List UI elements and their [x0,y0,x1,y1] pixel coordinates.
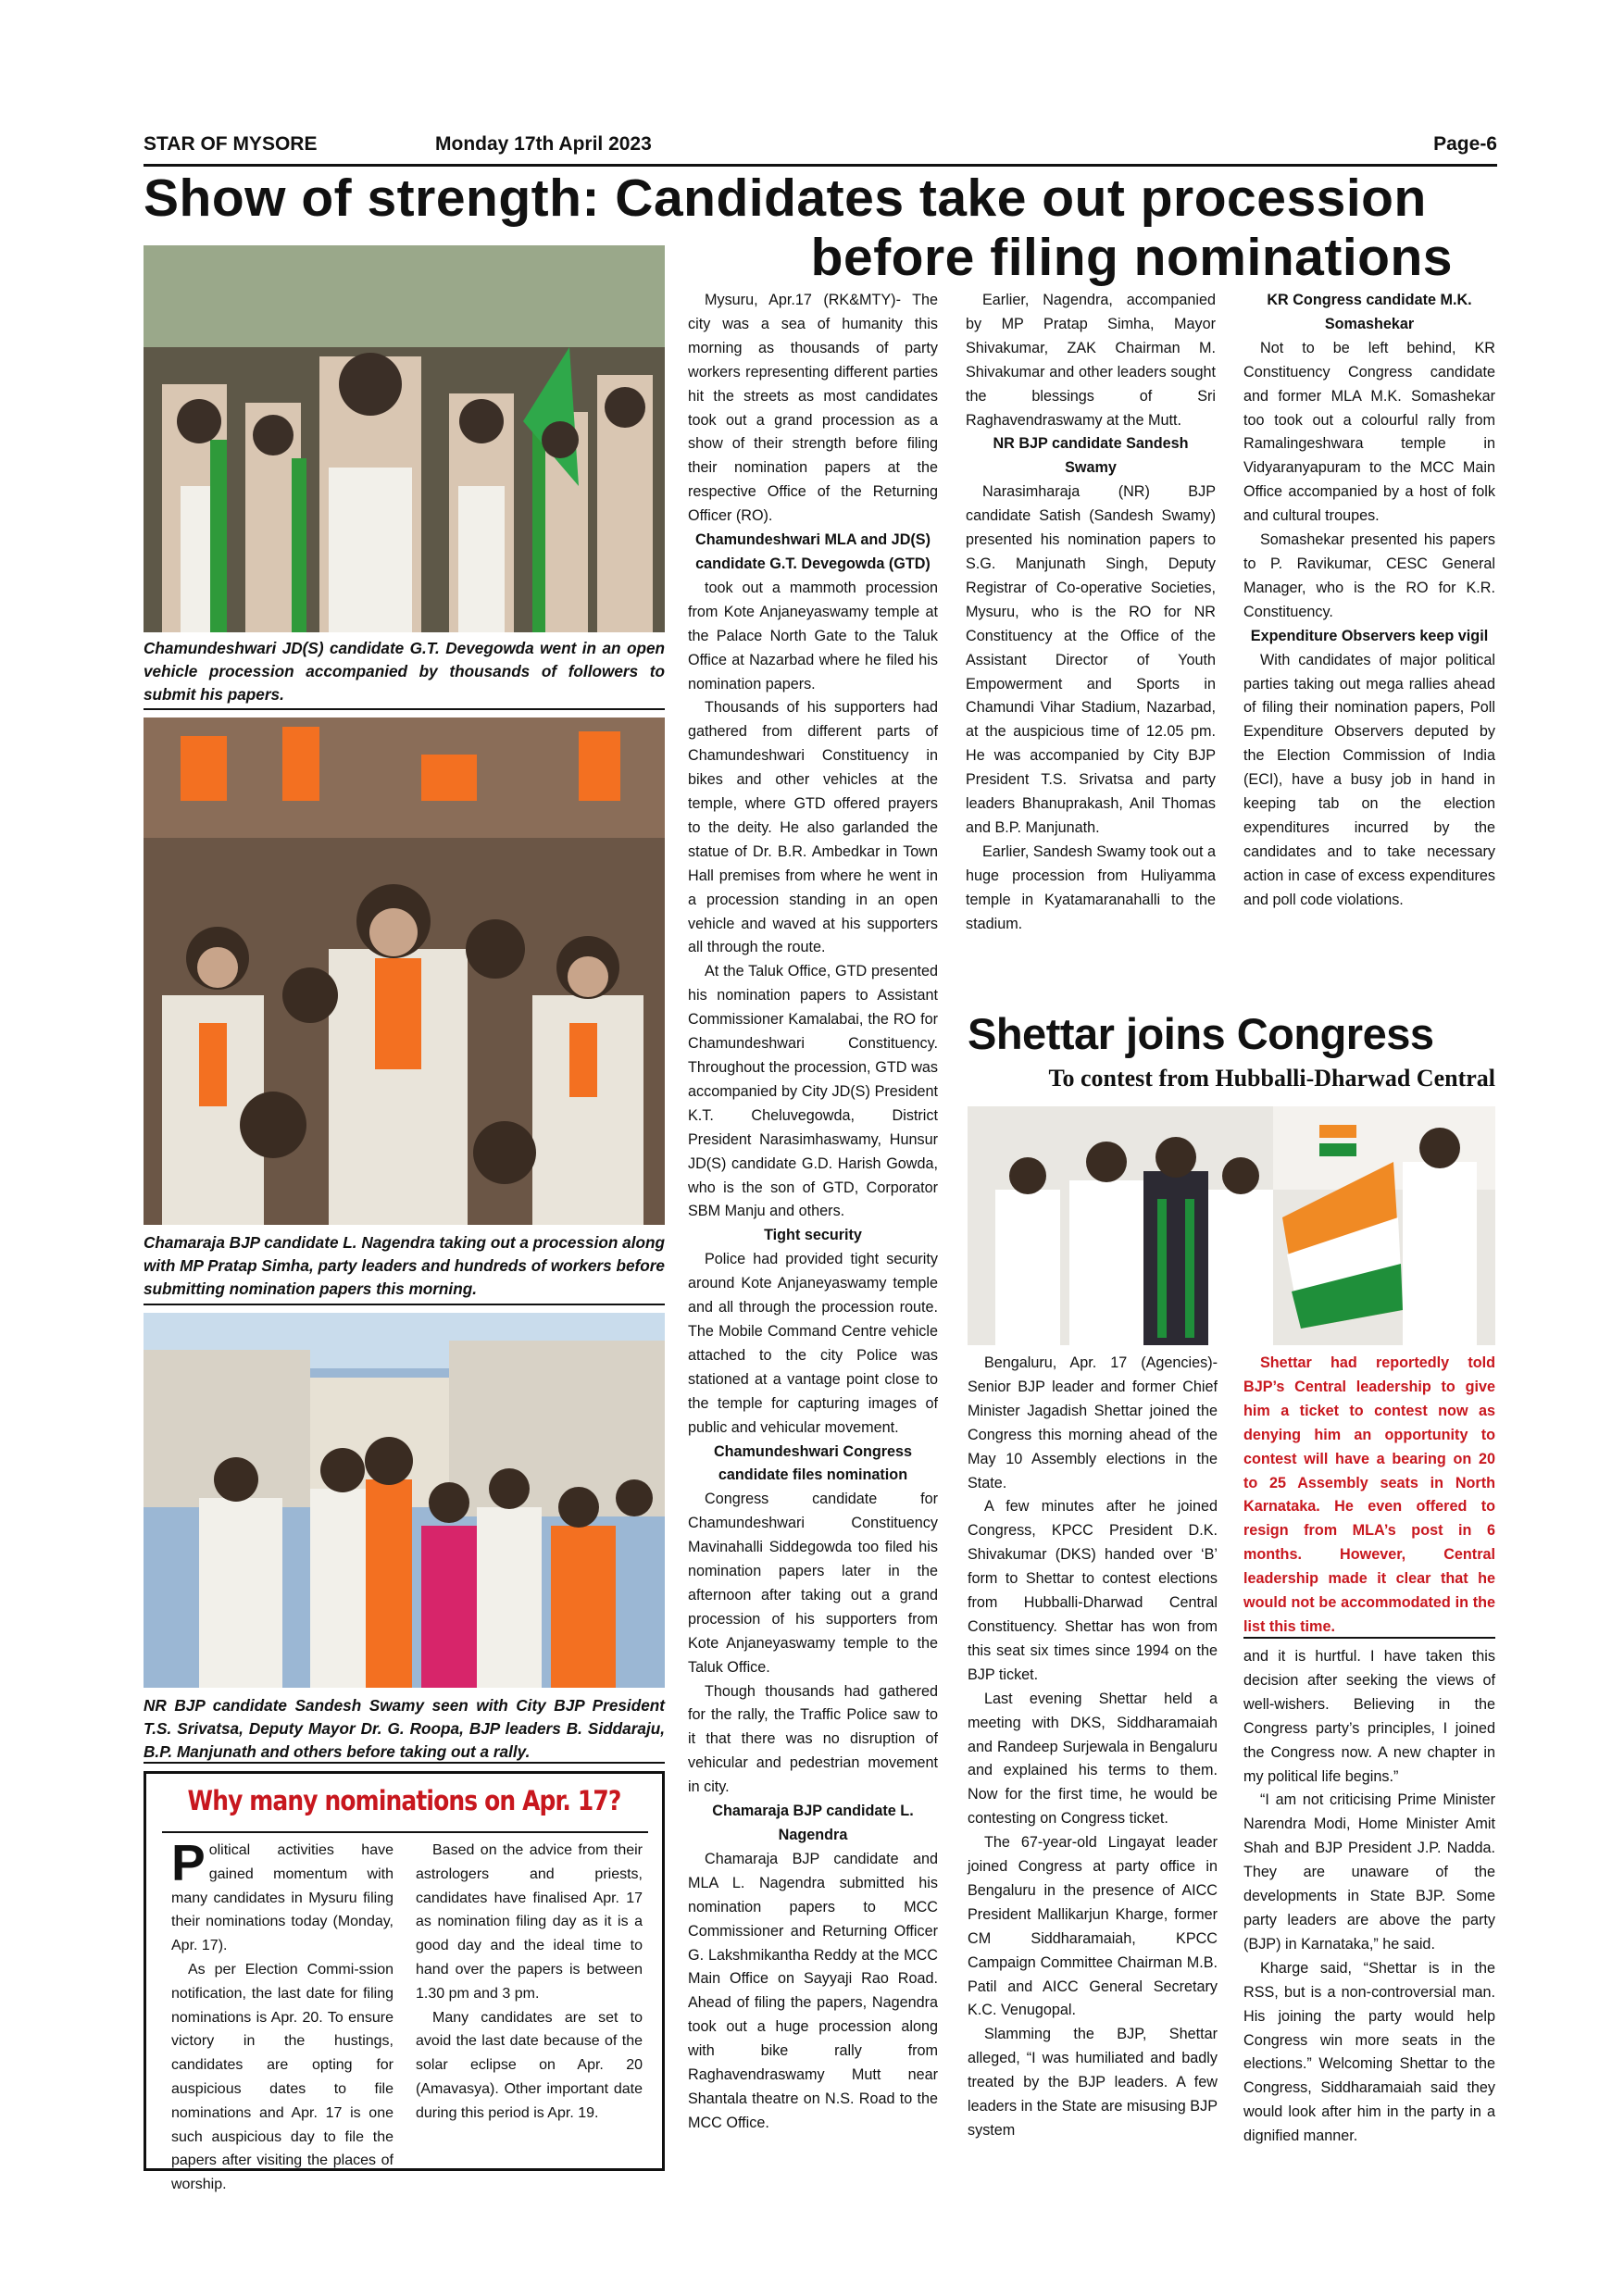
caption-rule-2 [144,1304,665,1305]
story-subhead: NR BJP candidate Sandesh Swamy [993,435,1189,477]
story-subhead: Expenditure Observers keep vigil [1250,627,1489,644]
shettar-para: Slamming the BJP, Shettar alleged, “I was humiliated and badly treated by the BJP leaders. A few leaders in the State are misusing BJP system [968,2026,1218,2139]
shettar-para: The 67-year-old Lingayat leader joined Congress at party office in Bengaluru in the presence of AICC President Mallikarjun Kharge, former CM Siddharamaiah, KPCC Campaign Committee Chairman M.B. Patil and AICC General Secretary K.C. Venugopal. [968,1834,1218,2019]
caption-rule-3 [144,1762,665,1764]
shettar-para: A few minutes after he joined Congress, KPCC President D.K. Shivakumar (DKS) handed over ‘B’ form to Shettar to contest elections from Hubballi-Dharwad Central Constituency. Shettar has won from this seat six times since 1994 on the BJP ticket. [968,1498,1218,1683]
story-subhead: Chamaraja BJP candidate L. Nagendra [712,1803,914,1843]
story-para: took out a mammoth procession from Kote Anjaneyaswamy temple at the Palace North Gate to the Taluk Office at Nazarbad where he filed his nomination papers. [688,579,938,693]
photo-jds-procession [144,245,665,632]
headline-line-2: before filing nominations [810,228,1453,287]
shettar-headline: Shettar joins Congress [968,1009,1434,1058]
story-para: Narasimharaja (NR) BJP candidate Satish (Sandesh Swamy) presented his nomination papers to S.G. Manjunath Singh, Deputy Registrar of Co-operative Societies, Mysuru, who is the RO for NR Constituency at the Office of the Assistant Director of Youth Empowerment and Sports in Chamundi Vihar Stadium, Nazarbad, at the auspicious time of 12.05 pm. He was accompanied by City BJP President T.S. Srivatsa and party leaders Bhanuprakash, Anil Thomas and B.P. Manjunath. [966,483,1216,836]
box-column-right [416,1839,643,2163]
shettar-para: Kharge said, “Shettar is in the RSS, but is a non-controversial man. His joining the party would help Congress win more seats in the elections.” Welcoming Shettar to the Congress, Siddharamaiah said they would look after him in the party in a dignified manner. [1243,1959,1495,2145]
story-subhead: Chamundeshwari MLA and JD(S) candidate G.T. Devegowda (GTD) [695,531,931,572]
story-column-4 [1243,289,1495,1011]
box-lead-para [171,1834,394,1958]
story-para: At the Taluk Office, GTD presented his nomination papers to Assistant Commissioner Kamalabai, the RO for Chamundeshwari Constituency. Throughout the procession, GTD was accompanied by City JD(S) President K.T. Cheluvegowda, District President Narasimhaswamy, Hunsur JD(S) candidate G.D. Harish Gowda, who is the son of GTD, Corporator SBM Manju and others. [688,963,938,1220]
story-subhead: Tight security [764,1227,862,1244]
story-para: Somashekar presented his papers to P. Ravikumar, CESC General Manager, who is the RO for K.R. Constituency. [1243,531,1495,620]
story-para: Earlier, Nagendra, accompanied by MP Pratap Simha, Mayor Shivakumar, ZAK Chairman M. Shivakumar and other leaders sought the blessings of Sri Raghavendraswamy at the Mutt. [966,292,1216,429]
story-para: Earlier, Sandesh Swamy took out a huge procession from Huliyamma temple in Kyatamaranahalli to the stadium. [966,842,1216,932]
story-para: Congress candidate for Chamundeshwari Constituency Mavinahalli Siddegowda too filed his nomination papers later in the afternoon after taking out a grand procession of his supporters from Kote Anjaneyaswamy temple to the Taluk Office. [688,1491,938,1676]
story-subhead: KR Congress candidate M.K. Somashekar [1267,292,1472,332]
story-para: Not to be left behind, KR Constituency Congress candidate and former MLA M.K. Somashekar too took out a colourful rally from Ramalingeshwara temple in Vidyaranyapuram to the MCC Main Office accompanied by a host of folk and cultural troupes. [1243,339,1495,525]
box-title-rule [162,1831,648,1833]
story-subhead: Chamundeshwari Congress candidate files nomination [713,1442,913,1484]
shettar-highlight-rule [1243,1637,1495,1639]
caption-photo-3: NR BJP candidate Sandesh Swamy seen with City BJP President T.S. Srivatsa, Deputy Mayor Dr. G. Roopa, BJP leaders B. Siddaraju, B.P. Manjunath and others before taking out a rally. [144,1696,665,1761]
box-para: As per Election Commi-ssion notification, the last date for filing nominations is Apr. 20. To ensure victory in the hustings, candidates are opting for auspicious dates to file nominations and Apr. 17 is one such auspicious day to file the papers after visiting the places of worship. [171,1961,394,2193]
shettar-column-right-continued [1243,1645,1495,2182]
box-para: Based on the advice from their astrologers and priests, candidates have finalised Apr. 17 as nomination filing day as it is a good day and the ideal time to hand over the papers is between 1.30 pm and 3 pm. [416,1842,643,2002]
story-para: Police had provided tight security around Kote Anjaneyaswamy temple and all through the procession route. The Mobile Command Centre vehicle attached to the city Police was stationed at a vantage point close to the temple for capturing images of public and vehicular movement. [688,1251,938,1436]
story-para: Though thousands had gathered for the rally, the Traffic Police saw to it that there was no disruption of vehicular and pedestrian movement in city. [688,1682,938,1796]
story-para: Chamaraja BJP candidate and MLA L. Nagendra submitted his nomination papers to MCC Commissioner and Returning Officer G. Lakshmikantha Reddy at the MCC Main Office on Sayyaji Rao Road. Ahead of filing the papers, Nagendra took out a huge procession along with bike rally from Raghavendraswamy Mutt near Shantala theatre on N.S. Road to the MCC Office. [688,1850,938,2131]
shettar-subhead: To contest from Hubballi-Dharwad Central [1048,1065,1495,1092]
box-para: Many candidates are set to avoid the last date because of the solar eclipse on Apr. 20 (Amavasya). Other important date during this period is Apr. 19. [416,2009,643,2121]
shettar-para: Bengaluru, Apr. 17 (Agencies)- Senior BJP leader and former Chief Minister Jagadish Shettar joined the Congress this morning ahead of the May 10 Assembly elections in the State. [968,1354,1218,1491]
story-para: Thousands of his supporters had gathered from different parts of Chamundeshwari Constituency in bikes and other vehicles at the temple, where GTD offered prayers to the deity. He also garlanded the statue of Dr. B.R. Ambedkar in Town Hall premises from where he went in a procession standing in an open vehicle and waved at his supporters all through the route. [688,699,938,956]
nominations-box [144,1771,665,2193]
story-column-2 [688,289,938,2187]
paper-name: STAR OF MYSORE [144,133,318,155]
photo-shettar-joins-congress [968,1106,1495,1345]
story-para: Mysuru, Apr.17 (RK&MTY)- The city was a sea of humanity this morning as thousands of party workers representing different parties hit the streets as most candidates took out a grand procession as a show of their strength before filing their nomination papers at the respective Office of the Returning Officer (RO). [688,292,938,525]
shettar-para: and it is hurtful. I have taken this decision after seeking the views of well-wishers. Believing in the Congress party’s principles, I joined the Congress now. A new chapter in my political life begins.” [1243,1648,1495,1785]
caption-photo-2: Chamaraja BJP candidate L. Nagendra taking out a procession along with MP Pratap Simha, party leaders and hundreds of workers before submitting nomination papers this morning. [144,1233,665,1298]
box-title: Why many nominations on Apr. 17? [187,1785,621,1816]
shettar-column-left [968,1352,1218,2185]
issue-date: Monday 17th April 2023 [435,133,652,155]
photo-bjp-procession [144,718,665,1225]
photo-nr-bjp-rally [144,1313,665,1688]
caption-rule-1 [144,708,665,710]
shettar-para: “I am not criticising Prime Minister Narendra Modi, Home Minister Amit Shah and BJP President J.P. Nadda. They are unaware of the developments in State BJP. Some party leaders are above the party (BJP) in Karnataka,” he said. [1243,1791,1495,1953]
story-column-3 [966,289,1216,1011]
headline-line-1: Show of strength: Candidates take out procession [144,168,1427,228]
box-lead-text: olitical activities have gained momentum with many candidates in Mysuru filing their nominations today (Monday, Apr. 17). [171,1842,394,1954]
caption-photo-1: Chamundeshwari JD(S) candidate G.T. Devegowda went in an open vehicle procession accompanied by thousands of followers to submit his papers. [144,639,665,704]
box-dropcap: P [171,1834,206,1891]
shettar-highlight: Shettar had reportedly told BJP’s Central leadership to give him a ticket to contest now as denying him an opportunity to contest will have a bearing on 20 to 25 Assembly seats in North Karnataka. He even offered to resign from MLA’s post in 6 months. However, Central leadership made it clear that he would not be accommodated in the list this time. [1243,1354,1495,1635]
masthead [144,130,1497,168]
masthead-rule [144,164,1497,167]
box-column-left [171,1834,394,2193]
shettar-para: Last evening Shettar held a meeting with DKS, Siddharamaiah and Randeep Surjewala in Bengaluru and explained his terms to them. Now for the first time, he would be contesting on Congress ticket. [968,1690,1218,1828]
story-para: With candidates of major political parties taking out mega rallies ahead of filing their nomination papers, Poll Expenditure Observers deputed by the Election Commission of India (ECI), have a busy job in hand in keeping tab on the election expenditures incurred by the candidates and to take necessary action in case of excess expenditures and poll code violations. [1243,651,1495,908]
page-number: Page-6 [1433,133,1497,155]
